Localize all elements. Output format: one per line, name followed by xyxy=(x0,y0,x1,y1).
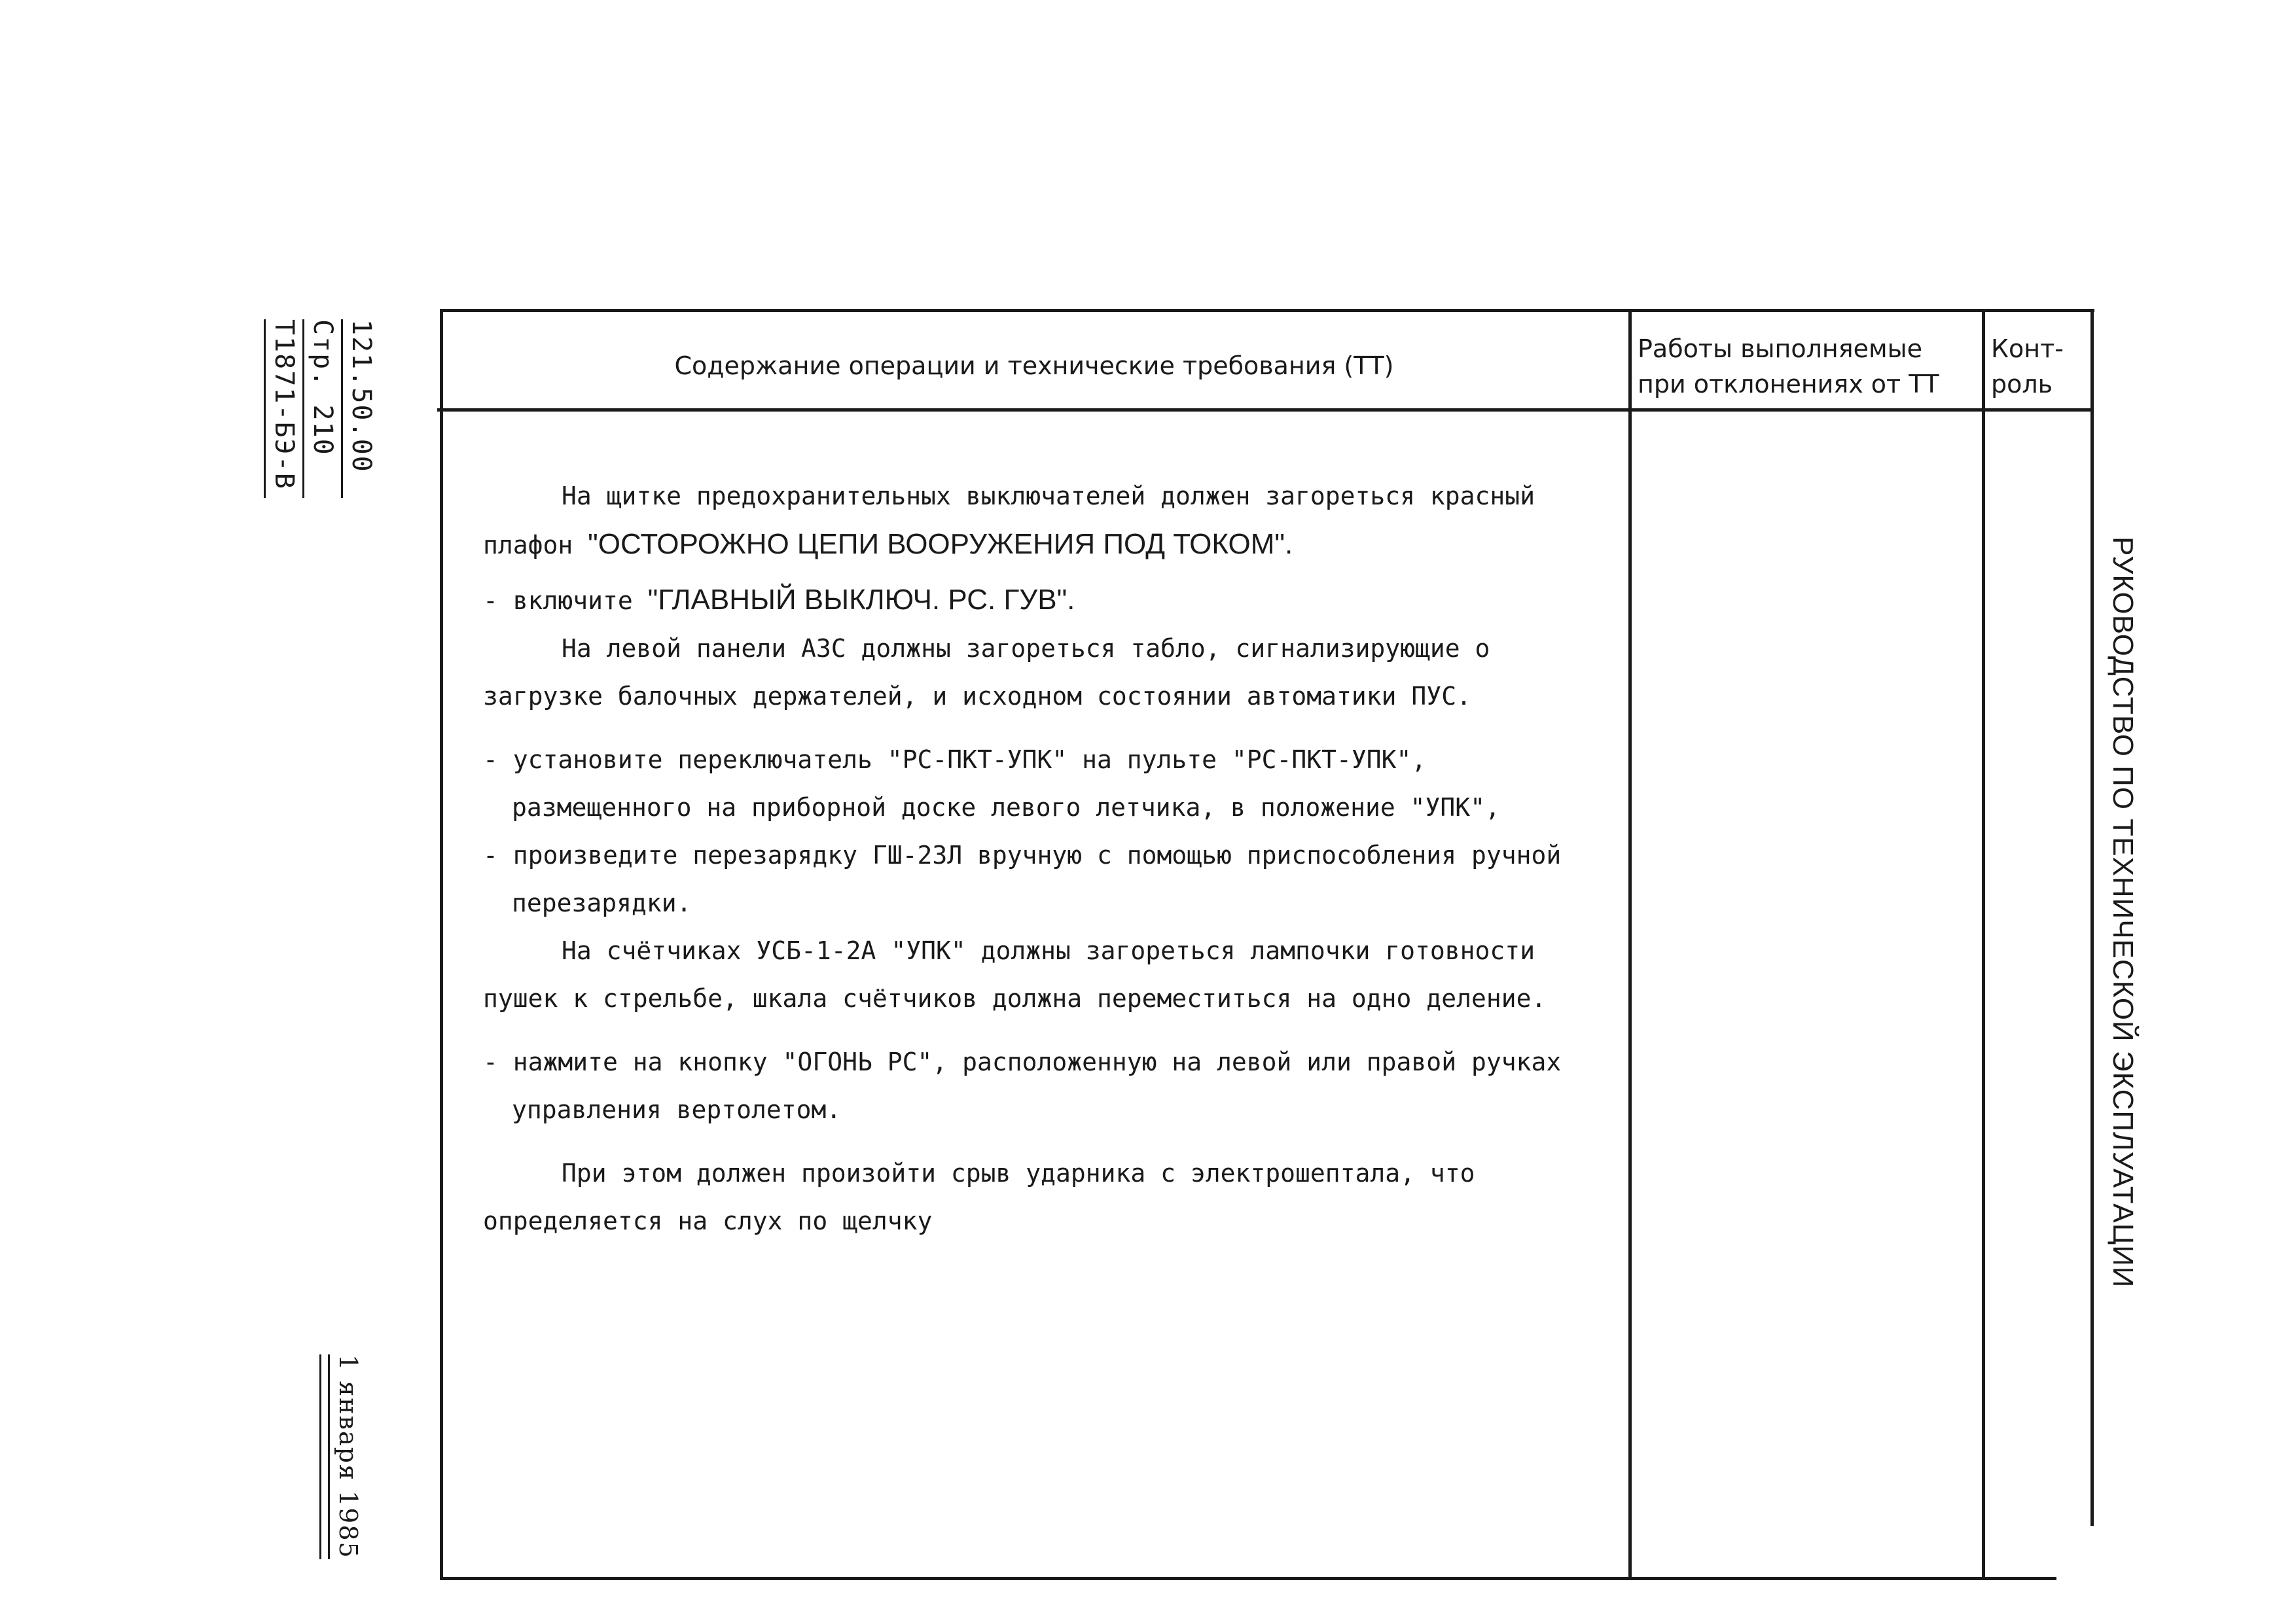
paragraph-1-line2 xyxy=(483,520,1615,569)
page-number: Стр. 210 xyxy=(302,319,341,498)
table-top-border xyxy=(440,309,2094,312)
table-left-border xyxy=(440,309,443,1580)
header-works-line1: Работы выполняемые xyxy=(1638,334,1923,363)
header-control-line2: роль xyxy=(1991,370,2053,398)
column-divider-works xyxy=(1628,309,1632,1578)
operation-content xyxy=(483,472,1615,1245)
step-2: - установите переключатель "РС-ПКТ-УПК" на пульте "РС-ПКТ-УПК", размещенного на приборной доске левого летчика, в положение "УПК", xyxy=(483,745,1500,822)
header-bottom-border xyxy=(437,408,2092,412)
document-stamp xyxy=(264,319,380,498)
step-3: - произведите перезарядку ГШ-23Л вручную с помощью приспособления ручной перезарядки. xyxy=(483,841,1562,917)
header-control-column xyxy=(1991,331,2089,402)
paragraph-4-line1: При этом должен произойти срыв ударника с электрошептала, что xyxy=(562,1159,1475,1188)
issue-date: 1 января 1985 xyxy=(328,1354,367,1559)
step-4: - нажмите на кнопку "ОГОНЬ РС", расположенную на левой или правой ручках управления вертолетом. xyxy=(483,1048,1562,1124)
header-content-column: Содержание операции и технические требования (ТТ) xyxy=(674,351,1394,380)
paragraph-1-line1: На щитке предохранительных выключателей должен загореться красный xyxy=(562,482,1535,510)
document-number: 121.50.00 xyxy=(341,319,380,498)
date-underline xyxy=(319,1354,321,1559)
table-right-border xyxy=(2090,309,2094,1526)
document-code: Т1871-БЭ-В xyxy=(264,319,302,498)
column-divider-control xyxy=(1982,309,1985,1578)
main-switch-label: "ГЛАВНЫЙ ВЫКЛЮЧ. РС. ГУВ". xyxy=(647,584,1075,616)
manual-title: РУКОВОДСТВО ПО ТЕХНИЧЕСКОЙ ЭКСПЛУАТАЦИИ xyxy=(2107,537,2139,1288)
header-works-line2: при отклонениях от ТТ xyxy=(1638,370,1939,398)
warning-lamp-label: "ОСТОРОЖНО ЦЕПИ ВООРУЖЕНИЯ ПОД ТОКОМ". xyxy=(588,528,1293,560)
paragraph-4-line2: определяется на слух по щелчку xyxy=(483,1207,933,1235)
paragraph-2-line2: загрузке балочных держателей, и исходном состоянии автоматики ПУС. xyxy=(483,682,1471,711)
operation-table xyxy=(440,309,2094,1580)
paragraph-3-line2: пушек к стрельбе, шкала счётчиков должна переместиться на одно деление. xyxy=(483,984,1547,1013)
paragraph-1-prefix: плафон xyxy=(483,531,588,559)
header-control-line1: Конт- xyxy=(1991,334,2064,363)
header-works-column xyxy=(1638,331,1978,402)
date-stamp xyxy=(319,1354,367,1559)
paragraph-2-line1: На левой панели АЗС должны загореться табло, сигнализирующие о xyxy=(562,634,1490,663)
table-bottom-border xyxy=(440,1577,2056,1580)
paragraph-3-line1: На счётчиках УСБ-1-2А "УПК" должны загореться лампочки готовности xyxy=(562,936,1535,965)
step-1-prefix: - включите xyxy=(483,586,648,615)
step-1 xyxy=(483,576,1615,625)
